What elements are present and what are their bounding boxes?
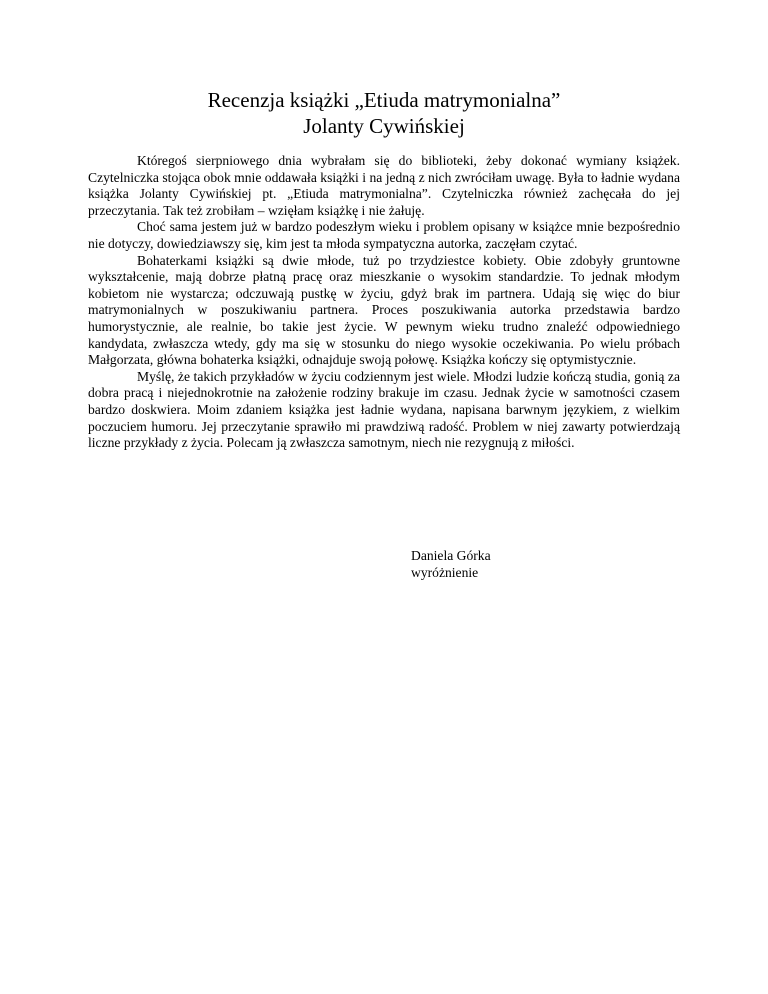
paragraph: Bohaterkami książki są dwie młode, tuż po trzydziestce kobiety. Obie zdobyły gruntowne wykształcenie, mają dobrze płatną pracę oraz mieszkanie o wysokim standardzie. To jednak młodym kobietom nie wystarcza; odczuwają pustkę w życiu, gdyż brak im partnera. Udają się więc do biur matrymonialnych w poszukiwaniu partnera. Proces poszukiwania autorka przedstawia bardzo humorystycznie, ale realnie, bo takie jest życie. W pewnym wieku trudno znaleźć odpowiedniego kandydata, zwłaszcza wtedy, gdy ma się w stosunku do niego wysokie oczekiwania. Po wielu próbach Małgorzata, główna bohaterka książki, odnajduje swoją połowę. Książka kończy się optymistycznie. — [88, 252, 680, 368]
paragraph: Myślę, że takich przykładów w życiu codziennym jest wiele. Młodzi ludzie kończą studia, gonią za dobra pracą i niejednokrotnie na założenie rodziny brakuje im czasu. Jednak życie w samotności czasem bardzo doskwiera. Moim zdaniem książka jest ładnie wydana, napisana barwnym językiem, z wielkim poczuciem humoru. Jej przeczytanie sprawiło mi prawdziwą radość. Problem w niej zawarty potwierdzają liczne przykłady z życia. Polecam ją zwłaszcza samotnym, niech nie rezygnują z miłości. — [88, 368, 680, 451]
paragraph: Któregoś sierpniowego dnia wybrałam się do biblioteki, żeby dokonać wymiany książek. Czytelniczka stojąca obok mnie oddawała książki i na jedną z nich zwróciłam uwagę. Była to ładnie wydana książka Jolanty Cywińskiej pt. „Etiuda matrymonialna”. Czytelniczka również zachęcała do jej przeczytania. Tak też zrobiłam – wzięłam książkę i nie żałuję. — [88, 153, 680, 218]
paragraph: Choć sama jestem już w bardzo podeszłym wieku i problem opisany w książce mnie bezpośrednio nie dotyczy, dowiedziawszy się, kim jest ta młoda sympatyczna autorka, zaczęłam czytać. — [88, 219, 680, 251]
document-subtitle-author: Jolanty Cywińskiej — [303, 114, 465, 138]
signature-award: wyróżnienie — [411, 565, 479, 580]
document-title: Recenzja książki „Etiuda matrymonialna” — [207, 88, 561, 112]
review-body — [88, 153, 680, 452]
signature-author: Daniela Górka — [411, 548, 491, 563]
signature-block — [411, 547, 491, 581]
